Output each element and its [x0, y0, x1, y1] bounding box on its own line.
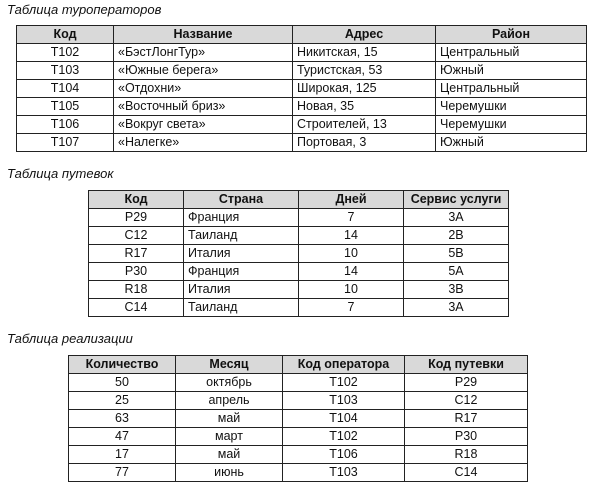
tour-country-cell: Италия: [184, 281, 299, 299]
operators-table-caption: Таблица туроператоров: [7, 2, 162, 17]
tour-service-cell: 5А: [404, 263, 509, 281]
tour-country-cell: Франция: [184, 263, 299, 281]
tour-code-cell: Р30: [89, 263, 184, 281]
tour-days-cell: 14: [299, 263, 404, 281]
operator-name-cell: «Южные берега»: [114, 62, 293, 80]
column-header-month: Месяц: [176, 356, 283, 374]
table-row: [69, 446, 528, 464]
operator-name-cell: «Вокруг света»: [114, 116, 293, 134]
table-row: [69, 374, 528, 392]
table-row: [89, 227, 509, 245]
table-header-row: [69, 356, 528, 374]
sale-tour-code-cell: R18: [405, 446, 528, 464]
sales-table-caption: Таблица реализации: [7, 331, 133, 346]
operator-district-cell: Центральный: [436, 80, 587, 98]
table-row: [89, 245, 509, 263]
operator-name-cell: «Отдохни»: [114, 80, 293, 98]
operator-address-cell: Портовая, 3: [293, 134, 436, 152]
operator-address-cell: Новая, 35: [293, 98, 436, 116]
sale-month-cell: октябрь: [176, 374, 283, 392]
sale-quantity-cell: 25: [69, 392, 176, 410]
column-header-name: Название: [114, 26, 293, 44]
operator-name-cell: «Восточный бриз»: [114, 98, 293, 116]
table-header-row: [17, 26, 587, 44]
tour-code-cell: С14: [89, 299, 184, 317]
operator-district-cell: Центральный: [436, 44, 587, 62]
tour-days-cell: 10: [299, 281, 404, 299]
tour-country-cell: Италия: [184, 245, 299, 263]
tour-code-cell: R18: [89, 281, 184, 299]
table-row: [17, 62, 587, 80]
tour-days-cell: 7: [299, 299, 404, 317]
operator-code-cell: Т103: [17, 62, 114, 80]
operator-name-cell: «БэстЛонгТур»: [114, 44, 293, 62]
sale-month-cell: май: [176, 446, 283, 464]
sale-operator-code-cell: Т106: [283, 446, 405, 464]
operator-code-cell: Т105: [17, 98, 114, 116]
sale-tour-code-cell: Р29: [405, 374, 528, 392]
tour-code-cell: Р29: [89, 209, 184, 227]
operator-address-cell: Строителей, 13: [293, 116, 436, 134]
table-row: [17, 80, 587, 98]
sale-operator-code-cell: Т104: [283, 410, 405, 428]
tour-service-cell: 5В: [404, 245, 509, 263]
sale-quantity-cell: 47: [69, 428, 176, 446]
tour-service-cell: 2В: [404, 227, 509, 245]
sale-quantity-cell: 17: [69, 446, 176, 464]
column-header-days: Дней: [299, 191, 404, 209]
operator-code-cell: Т106: [17, 116, 114, 134]
tour-days-cell: 14: [299, 227, 404, 245]
table-row: [89, 209, 509, 227]
column-header-tour-code: Код путевки: [405, 356, 528, 374]
tour-days-cell: 10: [299, 245, 404, 263]
table-row: [17, 98, 587, 116]
sale-operator-code-cell: Т103: [283, 392, 405, 410]
sale-quantity-cell: 50: [69, 374, 176, 392]
tours-table: [88, 190, 509, 317]
sale-tour-code-cell: Р30: [405, 428, 528, 446]
sales-table: [68, 355, 528, 482]
operator-code-cell: Т107: [17, 134, 114, 152]
table-row: [69, 410, 528, 428]
sale-quantity-cell: 77: [69, 464, 176, 482]
sale-operator-code-cell: Т103: [283, 464, 405, 482]
column-header-service: Сервис услуги: [404, 191, 509, 209]
table-row: [17, 134, 587, 152]
operator-address-cell: Широкая, 125: [293, 80, 436, 98]
column-header-district: Район: [436, 26, 587, 44]
table-row: [89, 299, 509, 317]
operators-table: [16, 25, 587, 152]
sale-quantity-cell: 63: [69, 410, 176, 428]
sale-tour-code-cell: С12: [405, 392, 528, 410]
tour-country-cell: Таиланд: [184, 227, 299, 245]
operator-code-cell: Т102: [17, 44, 114, 62]
tour-code-cell: С12: [89, 227, 184, 245]
column-header-operator-code: Код оператора: [283, 356, 405, 374]
operator-district-cell: Черемушки: [436, 98, 587, 116]
operator-district-cell: Южный: [436, 62, 587, 80]
tour-service-cell: 3А: [404, 209, 509, 227]
table-row: [17, 116, 587, 134]
tour-code-cell: R17: [89, 245, 184, 263]
column-header-code: Код: [89, 191, 184, 209]
table-row: [17, 44, 587, 62]
tours-table-caption: Таблица путевок: [7, 166, 114, 181]
sale-month-cell: март: [176, 428, 283, 446]
table-row: [89, 263, 509, 281]
table-header-row: [89, 191, 509, 209]
tour-days-cell: 7: [299, 209, 404, 227]
column-header-address: Адрес: [293, 26, 436, 44]
tour-country-cell: Таиланд: [184, 299, 299, 317]
table-row: [69, 392, 528, 410]
column-header-country: Страна: [184, 191, 299, 209]
sale-month-cell: май: [176, 410, 283, 428]
tour-service-cell: 3А: [404, 299, 509, 317]
column-header-code: Код: [17, 26, 114, 44]
operator-code-cell: Т104: [17, 80, 114, 98]
table-row: [69, 428, 528, 446]
sale-operator-code-cell: Т102: [283, 428, 405, 446]
sale-month-cell: июнь: [176, 464, 283, 482]
sale-operator-code-cell: Т102: [283, 374, 405, 392]
tour-country-cell: Франция: [184, 209, 299, 227]
sale-month-cell: апрель: [176, 392, 283, 410]
operator-address-cell: Туристская, 53: [293, 62, 436, 80]
column-header-quantity: Количество: [69, 356, 176, 374]
operator-address-cell: Никитская, 15: [293, 44, 436, 62]
tour-service-cell: 3В: [404, 281, 509, 299]
table-row: [89, 281, 509, 299]
sale-tour-code-cell: С14: [405, 464, 528, 482]
operator-name-cell: «Налегке»: [114, 134, 293, 152]
operator-district-cell: Южный: [436, 134, 587, 152]
sale-tour-code-cell: R17: [405, 410, 528, 428]
operator-district-cell: Черемушки: [436, 116, 587, 134]
table-row: [69, 464, 528, 482]
